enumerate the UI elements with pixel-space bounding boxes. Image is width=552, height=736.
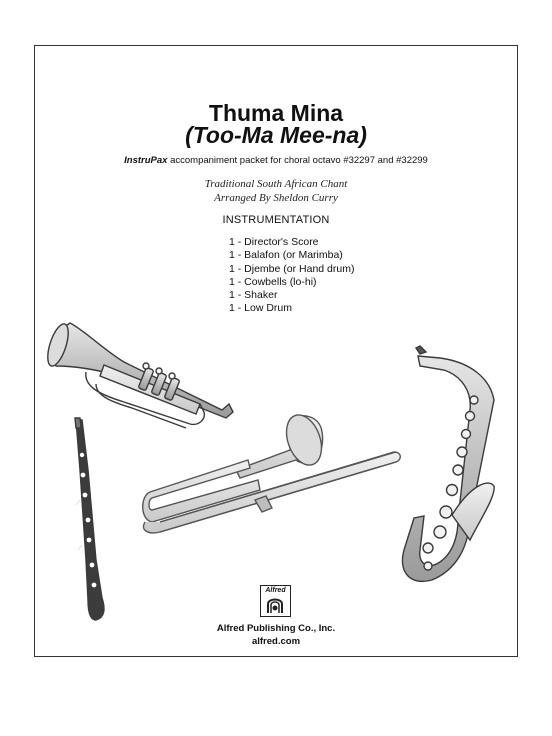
packet-text: accompaniment packet for choral octavo #32297 and #32299: [167, 155, 428, 166]
publisher-name: Alfred Publishing Co., Inc.: [216, 623, 336, 634]
saxophone-icon: [402, 346, 494, 581]
clarinet-icon: [75, 418, 104, 620]
list-item: 1 - Djembe (or Hand drum): [229, 262, 355, 275]
trombone-icon: [143, 410, 401, 533]
list-item: 1 - Low Drum: [229, 302, 293, 315]
list-item: 1 - Balafon (or Marimba): [229, 249, 343, 262]
trumpet-icon: [44, 322, 233, 428]
packet-brand: InstruPax: [124, 155, 168, 166]
logo-name: Alfred: [265, 587, 286, 594]
list-item: 1 - Shaker: [229, 289, 278, 302]
list-item: 1 - Cowbells (lo-hi): [229, 275, 317, 288]
arranger-credit: Arranged By Sheldon Curry: [214, 192, 338, 204]
origin-credit: Traditional South African Chant: [204, 178, 348, 190]
page-subtitle: (Too-Ma Mee-na): [185, 122, 367, 148]
instrumentation-heading: INSTRUMENTATION: [222, 214, 330, 226]
alfred-emblem-icon: [267, 596, 283, 614]
list-item: 1 - Director's Score: [229, 236, 319, 248]
alfred-music-logo-icon: [260, 585, 291, 617]
page-title: Thuma Mina: [208, 100, 344, 126]
publisher-url[interactable]: alfred.com: [251, 636, 301, 647]
